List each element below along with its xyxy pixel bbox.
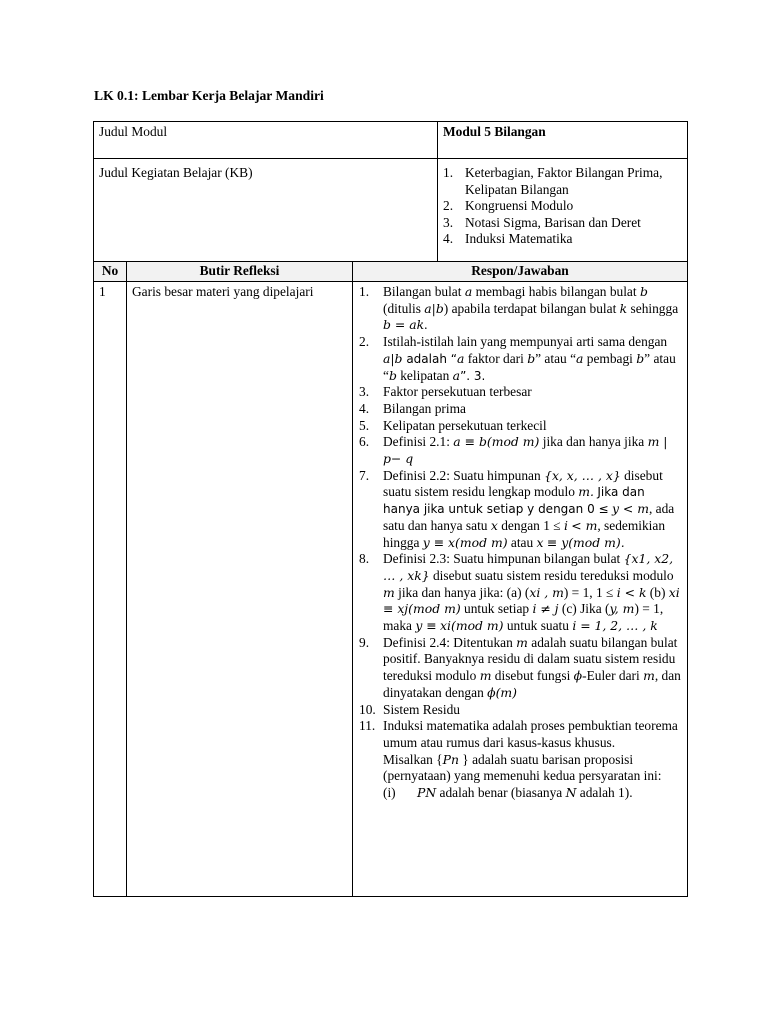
module-info-table — [93, 121, 688, 263]
row-butir: Garis besar materi yang dipelajari — [127, 282, 353, 897]
list-item: 9. Definisi 2.4: Ditentukan m adalah suatu bilangan bulat positif. Banyaknya residu di dalam suatu sistem residu tereduksi modulo m disebut fungsi ϕ-Euler dari m, dan dinyatakan dengan ϕ(m) — [359, 634, 681, 700]
list-item: 11. Induksi matematika adalah proses pembuktian teorema umum atau rumus dari kasus-kasus khusus. Misalkan {Pn } adalah suatu barisan proposisi (pernyataan) yang memenuhi kedua persyaratan ini: (i) PN adalah benar (biasanya N adalah 1). — [359, 718, 683, 802]
list-item: 4. Bilangan prima — [359, 400, 466, 416]
list-item: 1. Bilangan bulat a membagi habis bilangan bulat b (ditulis a|b) apabila terdapat bilangan bulat k sehingga b = ak. — [359, 284, 679, 333]
reflection-table — [93, 261, 688, 897]
reflection-header-row — [94, 262, 688, 282]
page-title: LK 0.1: Lembar Kerja Belajar Mandiri — [94, 88, 324, 103]
list-item: 3. Faktor persekutuan terbesar — [359, 384, 532, 400]
module-title-value: Modul 5 Bilangan — [438, 122, 688, 159]
module-title-label: Judul Modul — [94, 122, 438, 159]
list-item: 8. Definisi 2.3: Suatu himpunan bilangan bulat {x1, x2, … , xk} disebut suatu sistem residu tereduksi modulo m jika dan hanya jika: (a) (xi , m) = 1, 1 ≤ i < k (b) xi ≡ xj(mod m) untuk setiap i ≠ j (c) Jika (y, m) = 1, maka y ≡ xi(mod m) untuk suatu i = 1, 2, … , k — [359, 551, 680, 634]
list-item: 10. Sistem Residu — [359, 701, 461, 717]
col-header-butir: Butir Refleksi — [127, 262, 353, 282]
row-number: 1 — [94, 282, 127, 897]
kb-item: 1. Keterbagian, Faktor Bilangan Prima, Kelipatan Bilangan — [443, 165, 663, 197]
col-header-no: No — [94, 262, 127, 282]
module-title-row — [94, 122, 688, 159]
list-item: 7. Definisi 2.2: Suatu himpunan {x, x, … , x} disebut suatu sistem residu lengkap modulo m. Jika dan hanya jika untuk setiap y dengan 0 ≤ y < m, ada satu dan hanya satu x dengan 1 ≤ i < m, sedemikian hingga y ≡ x(mod m) atau x ≡ y(mod m). — [359, 467, 675, 550]
kb-list — [443, 165, 682, 248]
list-item: 5. Kelipatan persekutuan terkecil — [359, 417, 547, 433]
kb-list-cell — [438, 159, 688, 263]
table-row — [94, 282, 688, 897]
kb-title-label: Judul Kegiatan Belajar (KB) — [94, 159, 438, 263]
row-response — [353, 282, 688, 897]
sub-item: (i) PN adalah benar (biasanya N adalah 1). — [383, 785, 633, 801]
response-list — [359, 284, 683, 802]
kb-item: 4. Induksi Matematika — [443, 231, 573, 247]
kb-item: 2. Kongruensi Modulo — [443, 198, 574, 214]
col-header-respon: Respon/Jawaban — [353, 262, 688, 282]
kb-title-row — [94, 159, 688, 263]
list-item: 2. Istilah-istilah lain yang mempunyai arti sama dengan a|b adalah “a faktor dari b” atau “a pembagi b” atau “b kelipatan a”. 3. — [359, 334, 676, 383]
list-item: 6. Definisi 2.1: a ≡ b(mod m) jika dan hanya jika m | p− q — [359, 434, 668, 467]
kb-item: 3. Notasi Sigma, Barisan dan Deret — [443, 214, 641, 230]
